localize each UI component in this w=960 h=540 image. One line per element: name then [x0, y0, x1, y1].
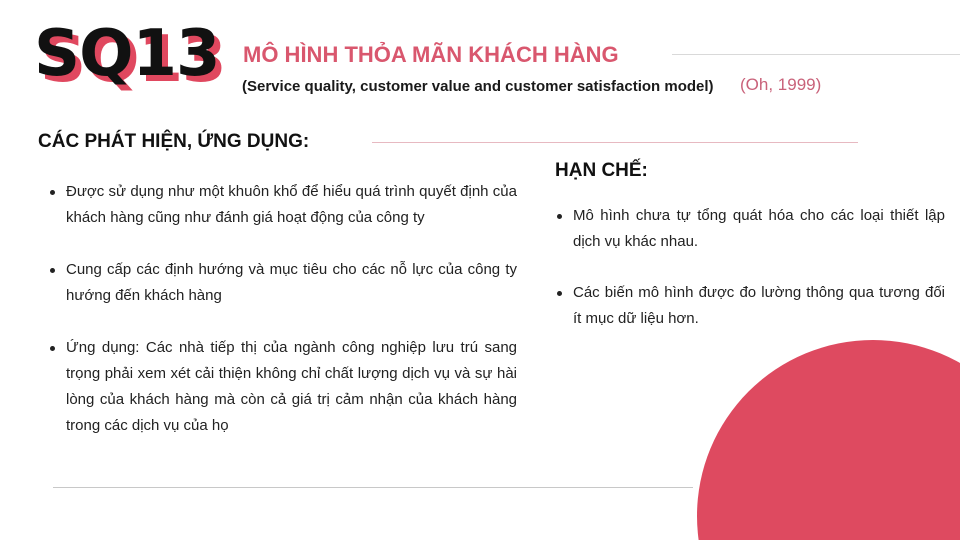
limitations-heading: HẠN CHẾ: — [555, 160, 648, 181]
divider-bottom — [53, 487, 693, 488]
slide-title: MÔ HÌNH THỎA MÃN KHÁCH HÀNG — [243, 42, 619, 67]
divider-middle — [372, 142, 858, 143]
limitations-item — [548, 280, 945, 332]
bullet-icon — [557, 214, 562, 219]
findings-item-text: Cung cấp các định hướng và mục tiêu cho các nỗ lực của công ty hướng đến khách hàng — [66, 261, 517, 304]
divider-top — [672, 54, 960, 55]
bullet-icon — [50, 268, 55, 273]
bullet-icon — [557, 291, 562, 296]
findings-item-text: Được sử dụng như một khuôn khổ để hiểu quá trình quyết định của khách hàng cũng như đánh giá hoạt động của công ty — [66, 183, 517, 226]
slide-code: SQ13 — [34, 17, 220, 91]
bullet-icon — [50, 190, 55, 195]
bullet-icon — [50, 346, 55, 351]
limitations-item — [548, 203, 945, 255]
limitations-item-text: Mô hình chưa tự tổng quát hóa cho các loại thiết lập dịch vụ khác nhau. — [573, 207, 945, 250]
slide-subtitle: (Service quality, customer value and customer satisfaction model) — [242, 78, 714, 95]
findings-item-text: Ứng dụng: Các nhà tiếp thị của ngành công nghiệp lưu trú sang trọng phải xem xét cải thiện không chỉ chất lượng dịch vụ và sự hài lòng của khách hàng mà còn cả giá trị cảm nhận của khách hàng trong các dịch vụ của họ — [66, 339, 517, 434]
limitations-item-text: Các biến mô hình được đo lường thông qua tương đối ít mục dữ liệu hơn. — [573, 284, 945, 327]
citation: (Oh, 1999) — [740, 75, 822, 94]
findings-heading: CÁC PHÁT HIỆN, ỨNG DỤNG: — [38, 131, 310, 152]
limitations-list — [548, 203, 945, 357]
findings-list — [41, 179, 517, 465]
decorative-circle — [697, 340, 960, 540]
findings-item — [41, 179, 517, 231]
findings-item — [41, 335, 517, 439]
findings-item — [41, 257, 517, 309]
